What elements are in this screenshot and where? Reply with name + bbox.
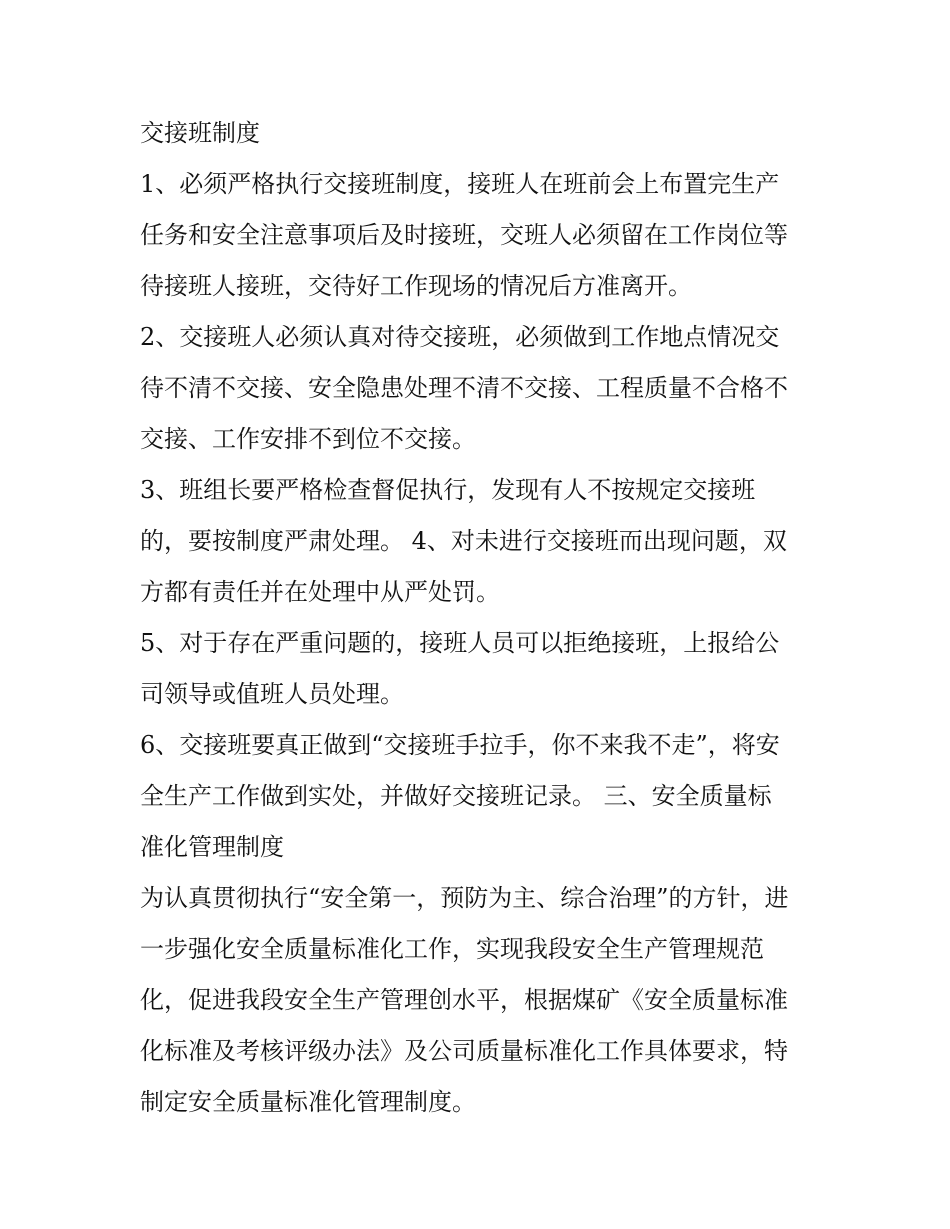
section-title: 交接班制度 <box>140 119 260 147</box>
paragraph-line: 2、交接班人必须认真对待交接班，必须做到工作地点情况交 <box>140 323 780 351</box>
paragraph-line: 5、对于存在严重问题的，接班人员可以拒绝接班，上报给公 <box>140 629 780 657</box>
paragraph-line: 化标准及考核评级办法》及公司质量标准化工作具体要求，特 <box>140 1037 788 1065</box>
paragraph-line: 制定安全质量标准化管理制度。 <box>140 1088 476 1116</box>
paragraph-line: 全生产工作做到实处，并做好交接班记录。 三、安全质量标 <box>140 782 772 810</box>
paragraph-line: 一步强化安全质量标准化工作，实现我段安全生产管理规范 <box>140 935 764 963</box>
paragraph-line: 交接、工作安排不到位不交接。 <box>140 425 476 453</box>
paragraph-line: 为认真贯彻执行“安全第一，预防为主、综合治理”的方针，进 <box>140 884 789 912</box>
section-title: 准化管理制度 <box>140 833 284 861</box>
paragraph-line: 待不清不交接、安全隐患处理不清不交接、工程质量不合格不 <box>140 374 788 402</box>
paragraph-line: 3、班组长要严格检查督促执行，发现有人不按规定交接班 <box>140 476 756 504</box>
paragraph-line: 1、必须严格执行交接班制度，接班人在班前会上布置完生产 <box>140 170 780 198</box>
paragraph-line: 的，要按制度严肃处理。 4、对未进行交接班而出现问题，双 <box>140 527 787 555</box>
paragraph-line: 6、交接班要真正做到“交接班手拉手，你不来我不走”，将安 <box>140 731 780 759</box>
paragraph-line: 司领导或值班人员处理。 <box>140 680 404 708</box>
paragraph-line: 任务和安全注意事项后及时接班，交班人必须留在工作岗位等 <box>140 221 788 249</box>
paragraph-line: 化，促进我段安全生产管理创水平，根据煤矿《安全质量标准 <box>140 986 788 1014</box>
paragraph-line: 方都有责任并在处理中从严处罚。 <box>140 578 500 606</box>
paragraph-line: 待接班人接班，交待好工作现场的情况后方准离开。 <box>140 272 692 300</box>
document-body <box>140 108 830 1128</box>
